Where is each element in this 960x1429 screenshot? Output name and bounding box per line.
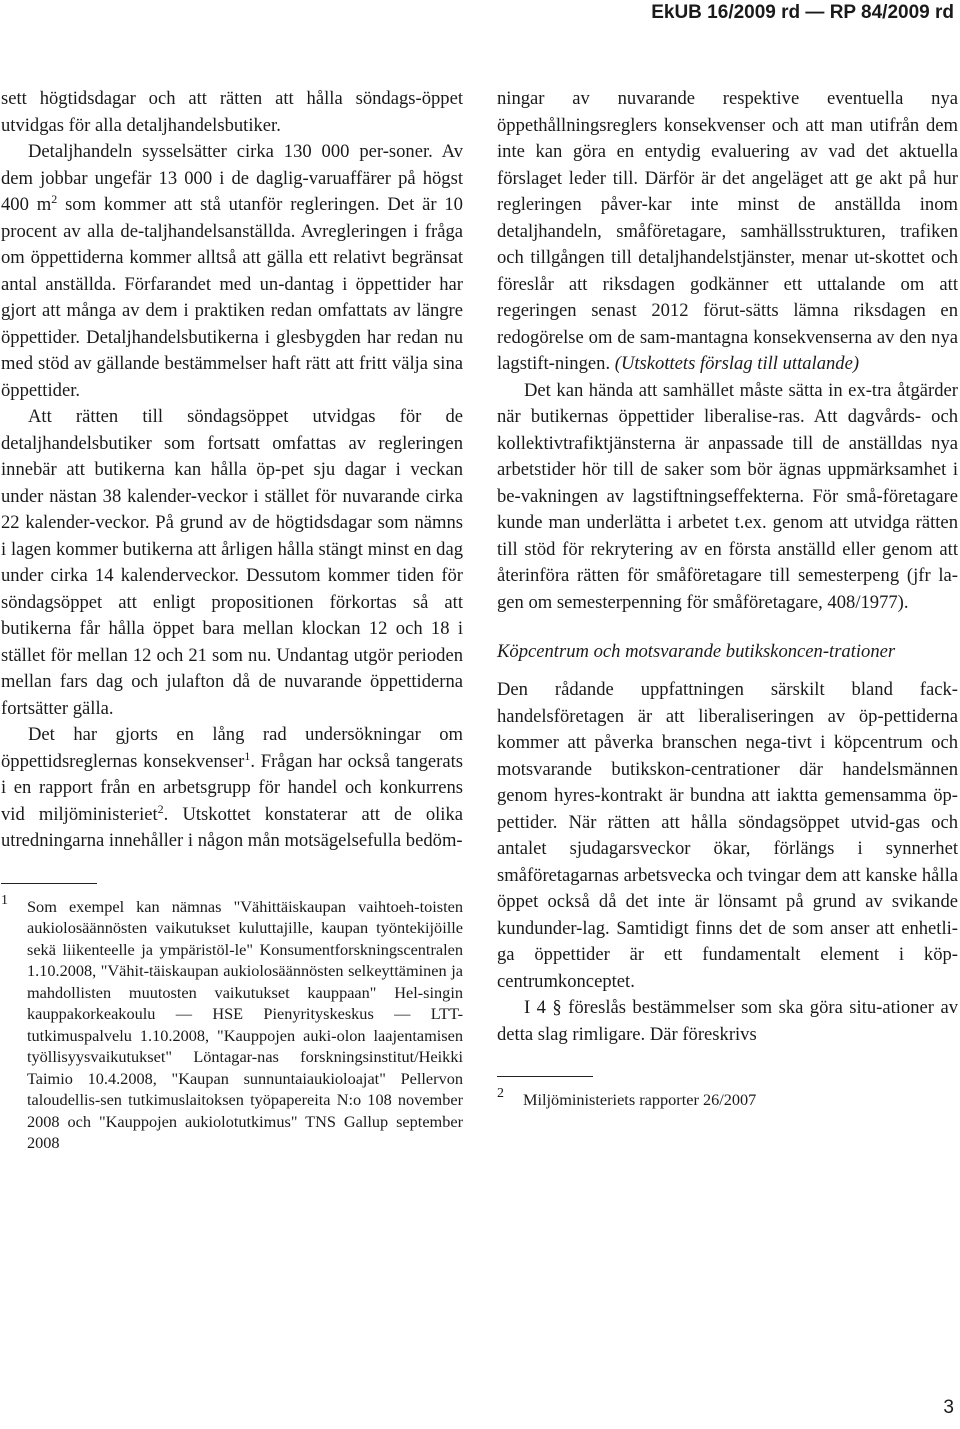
footnote-text: Som exempel kan nämnas "Vähittäiskaupan vaihtoeh-toisten aukiolosäännösten vaikutukset kuluttajille, kaupan työntekijöille sekä liikenteelle ja ympäristöl-le" Konsumentforskningscentralen 1.10.2008, "Vähit-täiskaupan aukiolosäännösten selkeyttäminen ja mahdollisten muutosten vaikutukset kauppaan" Hel-singin kauppakorkeakoulu — HSE Pienyrityskeskus — LTT-tutkimuspalvelu 1.10.2008, "Kauppojen auki-olon laajentamisen työllisyysvaikutukset" Löntagar-nas forskningsinstitut/Heikki Taimio 10.4.2008, "Kaupan sunnuntaiaukioloajat" Pellervon taloudellis-sen tutkimuslaitoksen työpapereita N:o 108 november 2008 och "Kauppojen aukiolotutkimus" TNS Gallup september 2008 (27, 896, 463, 1152)
text-span: ningar av nuvarande respektive eventuella nya öppethållningsreglers konsekvenser och att man utifrån dem inte kan göra en entydig evaluering av vad det aktuella förslaget leder till. Därför är det angeläget att ge akt på hur regleringen påver-kar inte minst de anställda inom detaljhandeln, småföretagare, samhällsstrukturen, trafiken och tillgången till detaljhandelstjänster, menar ut-skottet och föreslår att riksdagen godkänner ett uttalande om att regeringen senast 2012 förut-sätts lämna riksdagen en redogörelse om de sam-mantagna konsekvenserna av den nya lagstift-ningen. (497, 88, 958, 374)
paragraph-sunday-opening: Att rätten till söndagsöppet utvidgas för de detaljhandelsbutiker som fortsatt omfattas av regleringen innebär att butikerna kan hålla öp-pet sju dagar i veckan under nästan 38 kalender-veckor i stället för nuvarande cirka 22 kalender-veckor. På grund av de högtidsdagar som nämns i lagen kommer butikerna att årligen hålla stängt minst en dag under cirka 14 kalenderveckor. Dessutom kommer tiden för söndagsöppet att enligt propositionen förkortas så att butikerna får hålla öppet bara mellan klockan 12 och 18 i stället för mellan 12 och 21 som nu. Undantag utgör perioden mellan fars dag och julafton då de nuvarande öppettiderna fortsätter gälla. (1, 406, 463, 719)
footnote-ref-2[interactable]: 2 (157, 801, 164, 816)
proposal-reference: (Utskottets förslag till uttalande) (614, 353, 860, 374)
footnote-ref-1[interactable]: 1 (244, 748, 251, 763)
footnote-number: 2 (497, 1086, 504, 1101)
text-span: som kommer att stå utanför regleringen. Det är 10 procent av alla de-taljhandelsanställda. Avregleringen i fråga om öppettiderna kommer alltså att gälla ett relativt begränsat antal anställda. Förfarandet med un-dantag i öppettider har gjort att många av dem i praktiken redan omfattats av längre öppettider. Detaljhandelsbutikerna i glesbygden har redan nu med stöd av gällande bestämmelser haft rätt att fritt välja sina öppettider. (1, 194, 463, 401)
paragraph-shopping-centres: Den rådande uppfattningen särskilt bland fack-handelsföretagen är att liberaliseringen av öp-pettiderna kommer att påverka branschen nega-tivt i köpcentrum och motsvarande butikskon-centrationer där handelsmännen genom hyres-kontrakt är bundna att iaktta gemensamma öp-pettider. När rätten att hålla söndagsöppet utvid-gas och antalet sjudagarsveckor ökar, förlängs i synnerhet småföretagarnas arbetsvecka och tvingar dem att kanske hålla öppet också då det inte är lönsamt på grund av svikande kundunder-lag. Samtidigt finns det de som anser att enhetli-ga öppettider är ett fundamentalt element i köp-centrumkonceptet. (497, 679, 958, 992)
paragraph-employment (1, 139, 463, 404)
paragraph-assessments (497, 86, 958, 378)
footnote-divider (497, 1076, 593, 1077)
footnote-divider (1, 883, 97, 884)
left-column (1, 86, 463, 1154)
superscript: 2 (51, 191, 58, 206)
text-span: Det har gjorts en lång rad undersökningar om öppettidsreglernas konsekvenser (1, 724, 463, 772)
page-header: EkUB 16/2009 rd — RP 84/2009 rd (651, 2, 954, 23)
paragraph-measures: Det kan hända att samhället måste sätta in ex-tra åtgärder när butikernas öppettider liberalise-ras. Att dagvårds- och kollektivtrafiktjänsterna är anpassade till de anställdas nya arbetstider hör till de saker som bör ägnas uppmärksamhet i be-vakningen av lagstiftningseffekterna. För små-företagare kunde man underlätta i arbetet t.ex. genom att utvidga rätten till stöd för rekrytering av en första anställd eller genom att återinföra rätten för småföretagare till semesterpeng (jfr la-gen om semesterpenning för småföretagare, 408/1977). (497, 379, 958, 613)
footnote-number: 1 (1, 892, 8, 908)
page-number: 3 (943, 1397, 954, 1418)
footnote-2 (497, 1086, 958, 1111)
section-heading: Köpcentrum och motsvarande butikskoncen-trationer (497, 641, 896, 662)
paragraph-continuation: sett högtidsdagar och att rätten att hålla söndags-öppet utvidgas för alla detaljhandelsbutiker. (1, 88, 463, 136)
paragraph-section-4: I 4 § föreslås bestämmelser som ska göra situ-ationer av detta slag rimligare. Där föreskrivs (497, 997, 958, 1045)
text-span: . Frågan har också tangerats i en rapport från en arbetsgrupp för handel och konkurrens vid miljöministeriet (1, 750, 463, 825)
paragraph-studies (1, 722, 463, 855)
footnote-1 (1, 892, 463, 1154)
footnote-text: Miljöministeriets rapporter 26/2007 (523, 1090, 757, 1109)
text-span: Detaljhandeln sysselsätter cirka 130 000 per-soner. Av dem jobbar ungefär 13 000 i de daglig-varuaffärer på högst 400 m (1, 141, 463, 215)
text-span: . Utskottet konstaterar att de olika utredningarna innehåller i någon mån motsägelsefulla bedöm- (1, 803, 463, 851)
right-column (497, 86, 958, 1111)
